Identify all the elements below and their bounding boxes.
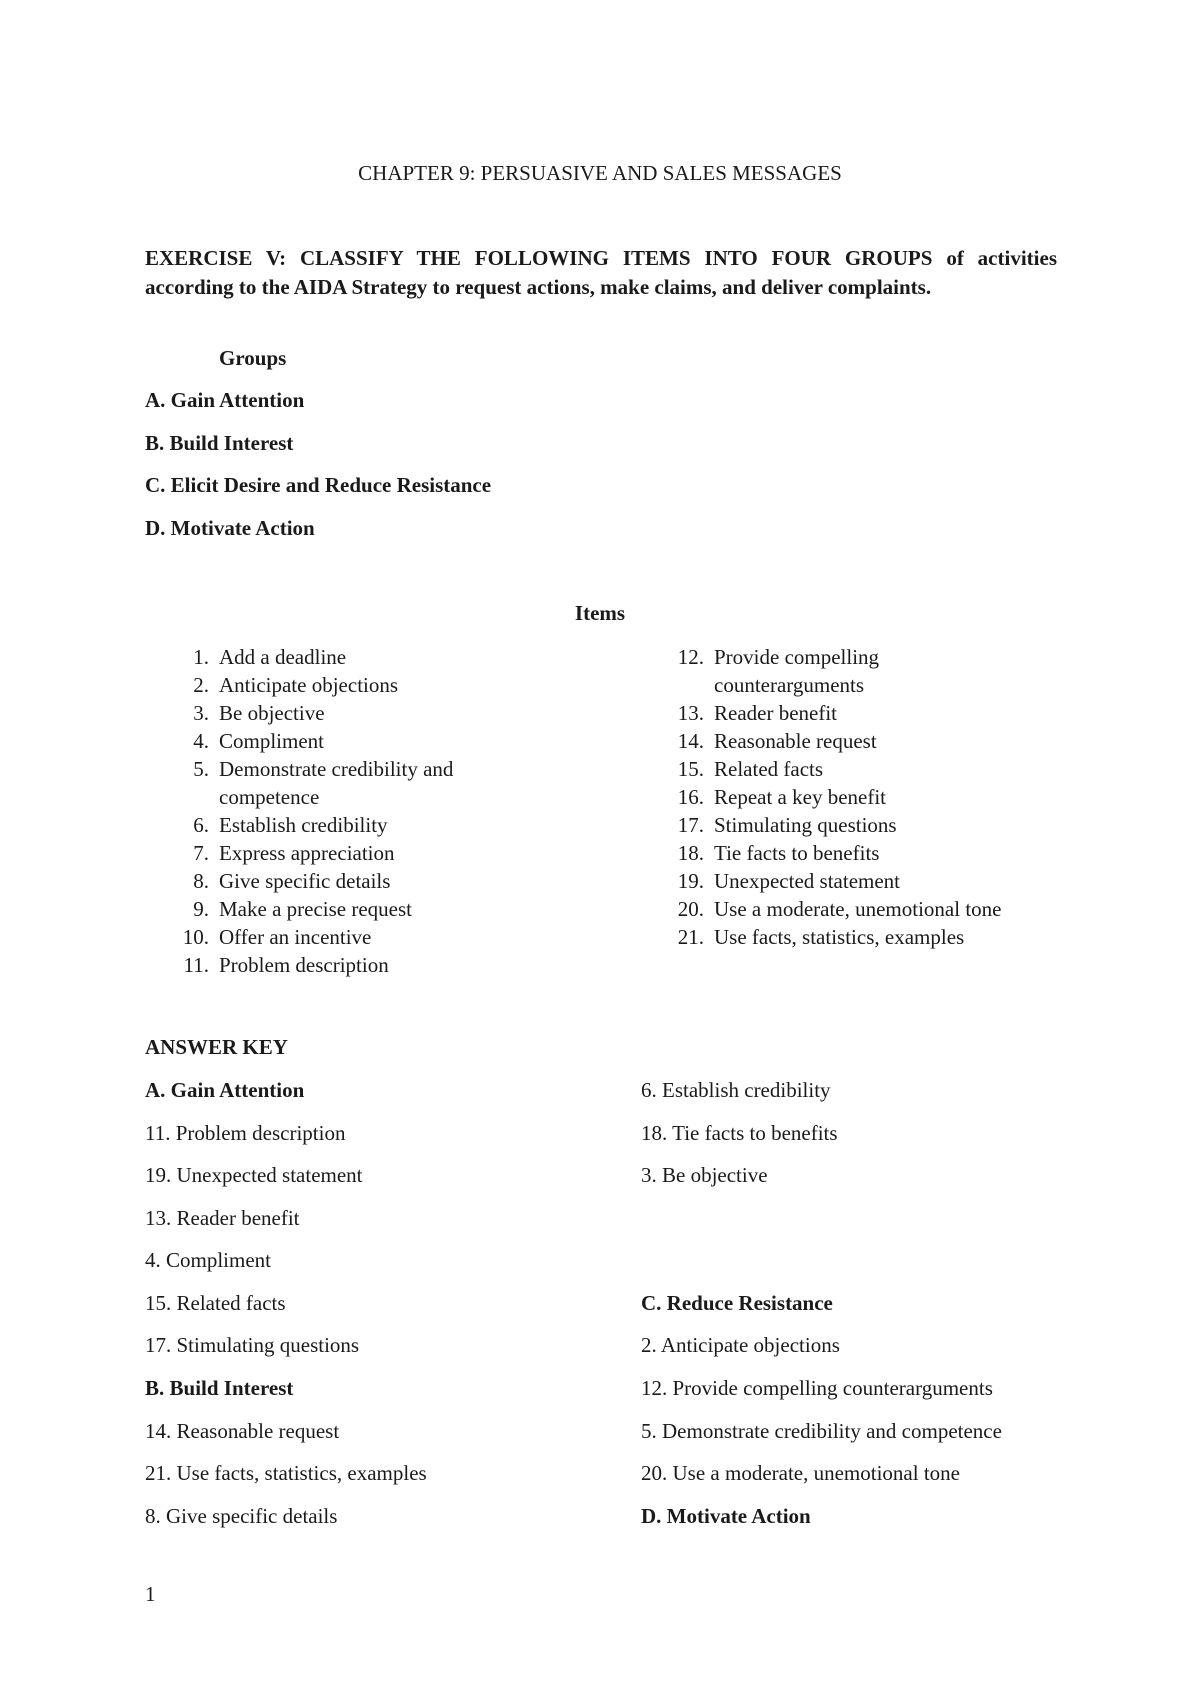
item-text: Demonstrate credibility and competence xyxy=(219,757,454,809)
item-number: 10. xyxy=(182,925,209,949)
item-text: Offer an incentive xyxy=(219,925,372,949)
list-item xyxy=(173,643,513,671)
item-text: Unexpected statement xyxy=(714,869,901,893)
exercise-instruction: EXERCISE V: CLASSIFY THE FOLLOWING ITEMS INTO FOUR GROUPS of activities according to the AIDA Strategy to request actions, make claims, and deliver complaints. xyxy=(145,246,1057,299)
item-text: Provide compelling counterarguments xyxy=(714,645,880,697)
answer-line: 3. Be objective xyxy=(641,1163,768,1187)
item-text: Reader benefit xyxy=(714,701,838,725)
answer-line: 19. Unexpected statement xyxy=(145,1163,363,1187)
item-number: 3. xyxy=(193,701,209,725)
item-number: 2. xyxy=(193,673,209,697)
item-number: 9. xyxy=(193,897,209,921)
answer-group-d-heading: D. Motivate Action xyxy=(641,1504,811,1528)
item-number: 13. xyxy=(677,701,704,725)
item-number: 5. xyxy=(193,757,209,781)
item-number: 1. xyxy=(193,645,209,669)
list-item xyxy=(173,867,513,895)
list-item xyxy=(668,895,1088,923)
answer-line: 12. Provide compelling counterarguments xyxy=(641,1376,993,1400)
list-item xyxy=(668,867,1088,895)
item-text: Give specific details xyxy=(219,869,391,893)
answer-line: 15. Related facts xyxy=(145,1291,286,1315)
list-item xyxy=(173,727,513,755)
item-text: Tie facts to benefits xyxy=(714,841,880,865)
item-text: Establish credibility xyxy=(219,813,388,837)
item-text: Be objective xyxy=(219,701,325,725)
item-number: 14. xyxy=(677,729,704,753)
items-list-right xyxy=(668,643,1088,951)
group-d: D. Motivate Action xyxy=(145,516,315,540)
list-item xyxy=(668,783,1088,811)
item-number: 18. xyxy=(677,841,704,865)
item-number: 7. xyxy=(193,841,209,865)
list-item xyxy=(173,811,513,839)
answer-line: 18. Tie facts to benefits xyxy=(641,1121,838,1145)
item-text: Compliment xyxy=(219,729,324,753)
answer-group-b-heading: B. Build Interest xyxy=(145,1376,294,1400)
answer-line: 20. Use a moderate, unemotional tone xyxy=(641,1461,960,1485)
item-text: Add a deadline xyxy=(219,645,347,669)
answer-group-c-heading: C. Reduce Resistance xyxy=(641,1291,833,1315)
answer-line: 21. Use facts, statistics, examples xyxy=(145,1461,427,1485)
list-item xyxy=(668,839,1088,867)
list-item xyxy=(173,951,513,979)
answer-line: 8. Give specific details xyxy=(145,1504,338,1528)
item-text: Reasonable request xyxy=(714,729,877,753)
list-item xyxy=(668,643,1088,699)
list-item xyxy=(173,839,513,867)
group-c: C. Elicit Desire and Reduce Resistance xyxy=(145,473,492,497)
items-list-left xyxy=(173,643,513,979)
answer-key-heading: ANSWER KEY xyxy=(145,1035,288,1059)
item-number: 20. xyxy=(677,897,704,921)
list-item xyxy=(668,811,1088,839)
group-b: B. Build Interest xyxy=(145,431,294,455)
list-item xyxy=(668,699,1088,727)
item-text: Express appreciation xyxy=(219,841,395,865)
item-number: 15. xyxy=(677,757,704,781)
item-text: Anticipate objections xyxy=(219,673,399,697)
item-text: Use a moderate, unemotional tone xyxy=(714,897,1002,921)
item-text: Problem description xyxy=(219,953,389,977)
chapter-title: CHAPTER 9: PERSUASIVE AND SALES MESSAGES xyxy=(358,161,842,185)
answer-line: 14. Reasonable request xyxy=(145,1419,340,1443)
item-text: Use facts, statistics, examples xyxy=(714,925,965,949)
list-item xyxy=(173,671,513,699)
group-a: A. Gain Attention xyxy=(145,388,305,412)
list-item xyxy=(173,895,513,923)
item-number: 17. xyxy=(677,813,704,837)
item-number: 4. xyxy=(193,729,209,753)
item-text: Make a precise request xyxy=(219,897,412,921)
item-number: 19. xyxy=(677,869,704,893)
item-number: 16. xyxy=(677,785,704,809)
list-item xyxy=(668,923,1088,951)
list-item xyxy=(668,727,1088,755)
item-number: 11. xyxy=(183,953,209,977)
item-number: 21. xyxy=(677,925,704,949)
answer-group-a-heading: A. Gain Attention xyxy=(145,1078,305,1102)
answer-line: 6. Establish credibility xyxy=(641,1078,831,1102)
item-text: Stimulating questions xyxy=(714,813,897,837)
answer-line: 17. Stimulating questions xyxy=(145,1333,360,1357)
item-number: 8. xyxy=(193,869,209,893)
answer-line: 11. Problem description xyxy=(145,1121,346,1145)
answer-line: 5. Demonstrate credibility and competence xyxy=(641,1419,1002,1443)
item-text: Related facts xyxy=(714,757,824,781)
list-item xyxy=(173,923,513,951)
list-item xyxy=(173,755,513,811)
item-number: 6. xyxy=(193,813,209,837)
list-item xyxy=(173,699,513,727)
groups-heading: Groups xyxy=(219,346,287,370)
answer-line: 2. Anticipate objections xyxy=(641,1333,840,1357)
items-heading: Items xyxy=(574,601,626,625)
item-number: 12. xyxy=(677,645,704,669)
page-number: 1 xyxy=(145,1582,156,1606)
answer-line: 4. Compliment xyxy=(145,1248,271,1272)
item-text: Repeat a key benefit xyxy=(714,785,886,809)
list-item xyxy=(668,755,1088,783)
answer-line: 13. Reader benefit xyxy=(145,1206,300,1230)
